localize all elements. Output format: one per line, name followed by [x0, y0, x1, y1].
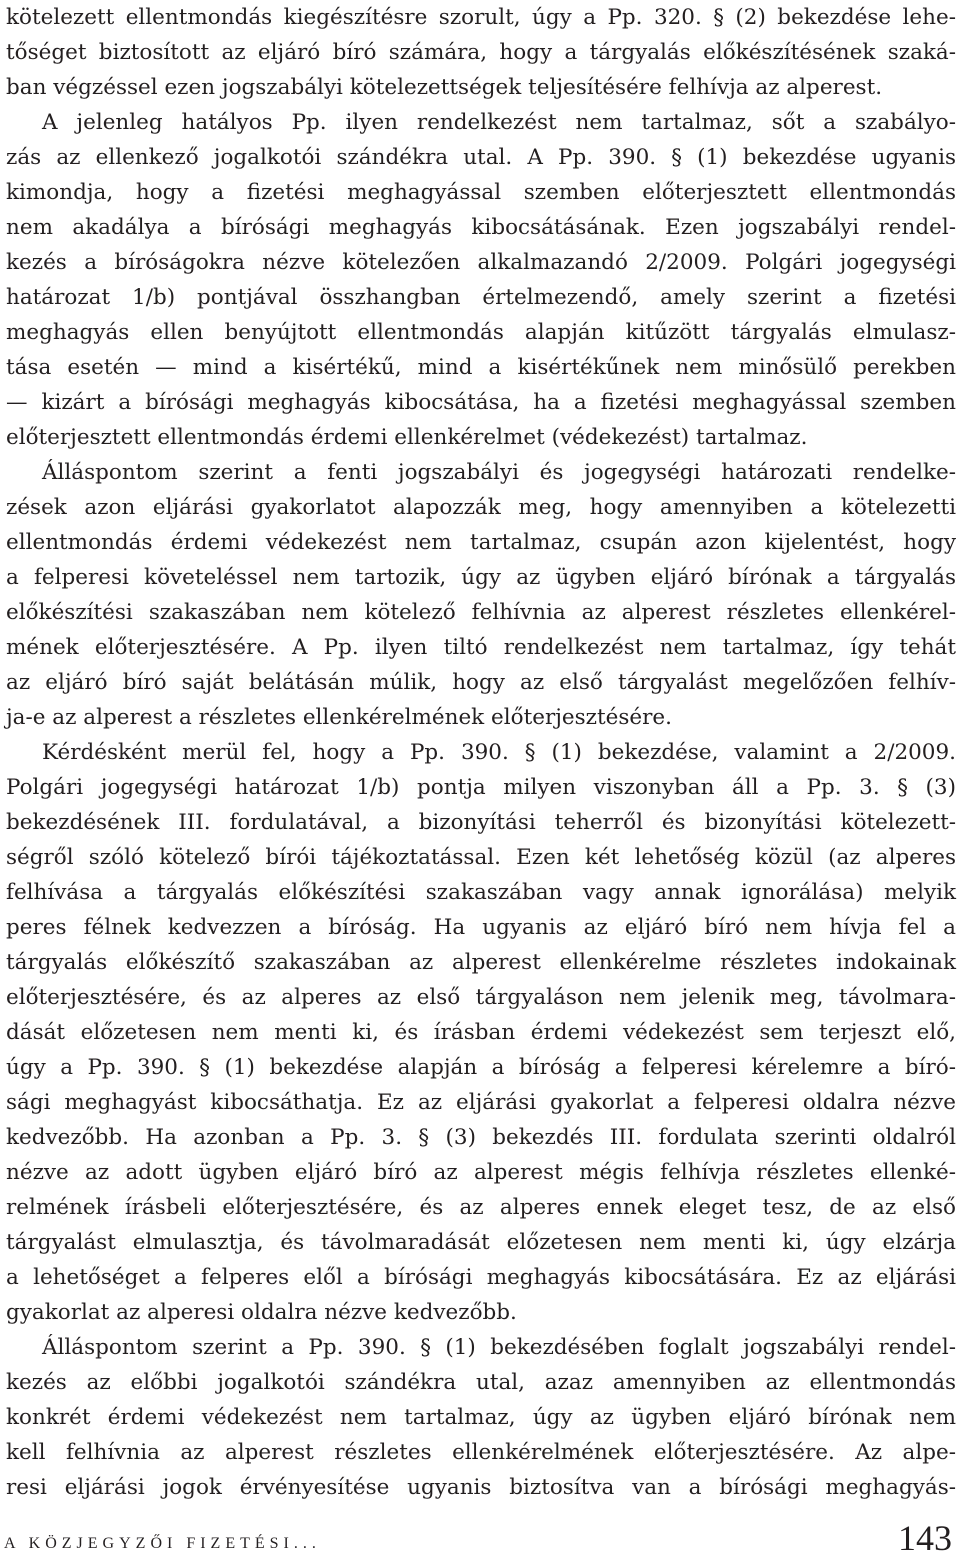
text-line: az eljáró bíró saját belátásán múlik, hogy az első tárgyalást megelőzően felhív-: [6, 670, 956, 695]
text-line: sági meghagyást kibocsáthatja. Ez az eljárási gyakorlat a felperesi oldalra nézve: [6, 1090, 956, 1115]
text-line: kell felhívnia az alperest részletes ellenkérelmének előterjesztésére. Az alpe-: [6, 1440, 956, 1465]
page-footer: [4, 1515, 952, 1559]
text-line: tőséget biztosított az eljáró bíró számára, hogy a tárgyalás előkészítésének szaká-: [6, 40, 956, 65]
text-line: nézve az adott ügyben eljáró bíró az alperest mégis felhívja részletes ellenké-: [6, 1160, 956, 1185]
text-line: dását előzetesen nem menti ki, és írásban érdemi védekezést sem terjeszt elő,: [6, 1020, 956, 1045]
text-line: — kizárt a bírósági meghagyás kibocsátása, ha a fizetési meghagyással szemben: [6, 390, 956, 415]
text-line: kezés az előbbi jogalkotói szándékra utal, azaz amennyiben az ellentmondás: [6, 1370, 956, 1395]
text-line: Álláspontom szerint a fenti jogszabályi és jogegységi határozati rendelke-: [42, 460, 956, 485]
text-line: kedvezőbb. Ha azonban a Pp. 3. § (3) bekezdés III. fordulata szerinti oldalról: [6, 1125, 956, 1150]
page-number: 143: [898, 1518, 952, 1558]
running-head: A KÖZJEGYZŐI FIZETÉSI...: [4, 1535, 321, 1552]
text-line: A jelenleg hatályos Pp. ilyen rendelkezést nem tartalmaz, sőt a szabályo-: [42, 110, 956, 135]
text-line: ja-e az alperest a részletes ellenkérelmének előterjesztésére.: [6, 705, 672, 730]
text-line: felhívása a tárgyalás előkészítési szakaszában vagy annak ignorálása) melyik: [6, 880, 956, 905]
text-line: úgy a Pp. 390. § (1) bekezdése alapján a bíróság a felperesi kérelemre a bíró-: [6, 1055, 956, 1080]
text-line: ellentmondás érdemi védekezést nem tartalmaz, csupán azon kijelentést, hogy: [6, 530, 956, 555]
text-line: bekezdésének III. fordulatával, a bizonyítási teherről és bizonyítási kötelezett-: [6, 810, 956, 835]
text-line: peres félnek kedvezzen a bíróság. Ha ugyanis az eljáró bíró nem hívja fel a: [6, 915, 956, 940]
text-line: kötelezett ellentmondás kiegészítésre szorult, úgy a Pp. 320. § (2) bekezdése lehe-: [6, 5, 956, 30]
text-line: gyakorlat az alperesi oldalra nézve kedvezőbb.: [6, 1300, 517, 1325]
text-line: mének előterjesztésére. A Pp. ilyen tiltó rendelkezést nem tartalmaz, így tehát: [6, 635, 956, 660]
text-line: nem akadálya a bírósági meghagyás kibocsátásának. Ezen jogszabályi rendel-: [6, 215, 956, 240]
text-line: zések azon eljárási gyakorlatot alapozzák meg, hogy amennyiben a kötelezetti: [6, 495, 956, 520]
text-line: határozat 1/b) pontjával összhangban értelmezendő, amely szerint a fizetési: [6, 285, 956, 310]
text-line: a felperesi követeléssel nem tartozik, úgy az ügyben eljáró bírónak a tárgyalás: [6, 565, 956, 590]
text-line: zás az ellenkező jogalkotói szándékra utal. A Pp. 390. § (1) bekezdése ugyanis: [6, 145, 956, 170]
text-line: előkészítési szakaszában nem kötelező felhívnia az alperest részletes ellenkérel-: [6, 600, 956, 625]
text-line: előterjesztett ellentmondás érdemi ellenkérelmet (védekezést) tartalmaz.: [6, 425, 808, 450]
text-line: tárgyalás előkészítő szakaszában az alperest ellenkérelme részletes indokainak: [6, 950, 956, 975]
text-line: tása esetén — mind a kisértékű, mind a kisértékűnek nem minősülő perekben: [6, 355, 956, 380]
text-line: tárgyalást elmulasztja, és távolmaradását előzetesen nem menti ki, úgy elzárja: [6, 1230, 956, 1255]
text-line: Polgári jogegységi határozat 1/b) pontja milyen viszonyban áll a Pp. 3. § (3): [6, 775, 956, 800]
text-line: resi eljárási jogok érvényesítése ugyanis biztosítva van a bírósági meghagyás-: [6, 1475, 956, 1500]
document-body: [6, 0, 956, 1505]
text-line: Álláspontom szerint a Pp. 390. § (1) bekezdésében foglalt jogszabályi rendel-: [42, 1335, 956, 1360]
text-line: konkrét érdemi védekezést nem tartalmaz, úgy az ügyben eljáró bírónak nem: [6, 1405, 956, 1430]
text-line: ban végzéssel ezen jogszabályi kötelezettségek teljesítésére felhívja az alperest.: [6, 75, 883, 100]
text-line: kimondja, hogy a fizetési meghagyással szemben előterjesztett ellentmondás: [6, 180, 956, 205]
text-line: előterjesztésére, és az alperes az első tárgyaláson nem jelenik meg, távolmara-: [6, 985, 956, 1010]
text-line: Kérdésként merül fel, hogy a Pp. 390. § (1) bekezdése, valamint a 2/2009.: [42, 740, 956, 765]
text-line: a lehetőséget a felperes elől a bírósági meghagyás kibocsátására. Ez az eljárási: [6, 1265, 956, 1290]
text-line: kezés a bíróságokra nézve kötelezően alkalmazandó 2/2009. Polgári jogegységi: [6, 250, 956, 275]
text-line: ségről szóló kötelező bírói tájékoztatással. Ezen két lehetőség közül (az alperes: [6, 845, 956, 870]
text-line: relmének írásbeli előterjesztésére, és az alperes ennek eleget tesz, de az első: [6, 1195, 956, 1220]
text-line: meghagyás ellen benyújtott ellentmondás alapján kitűzött tárgyalás elmulasz-: [6, 320, 956, 345]
